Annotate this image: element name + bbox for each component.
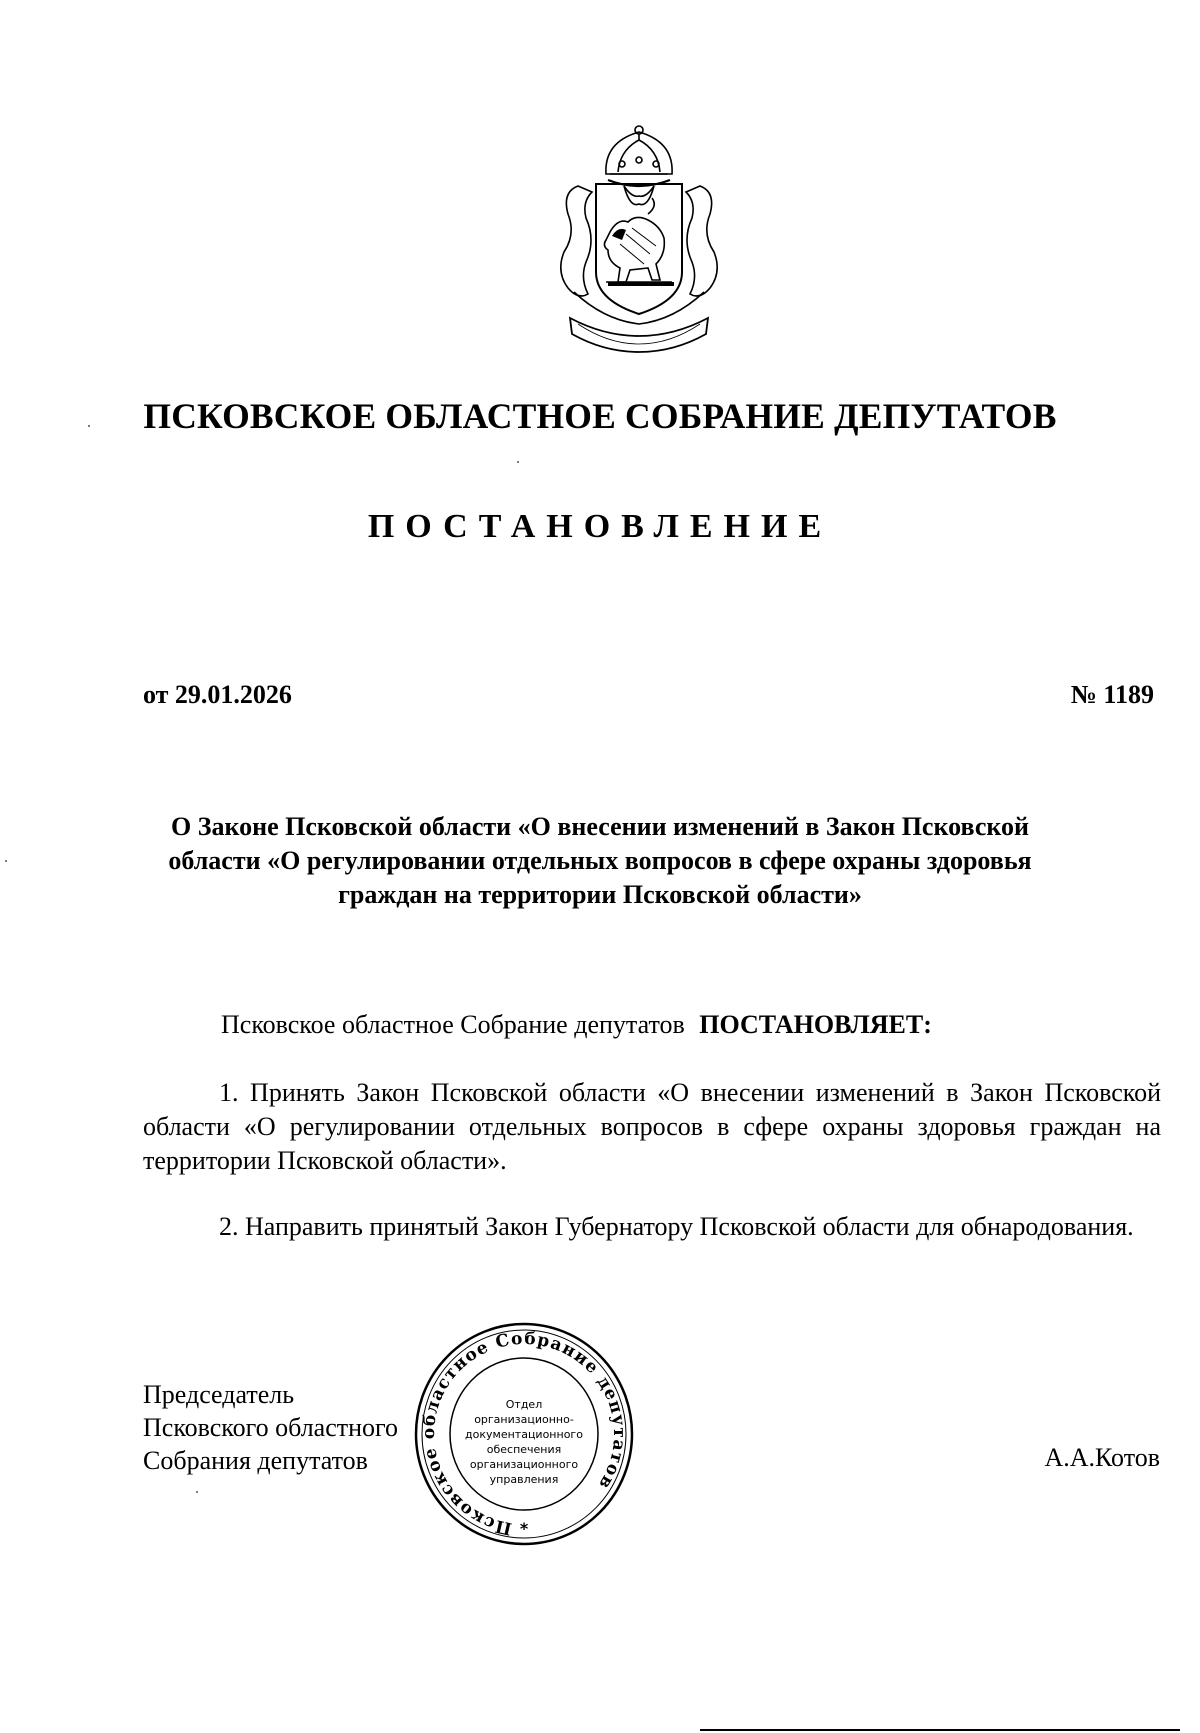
signatory-position-line: Псковского областного <box>143 1413 399 1442</box>
scan-speck <box>517 461 519 463</box>
organization-title: ПСКОВСКОЕ ОБЛАСТНОЕ СОБРАНИЕ ДЕПУТАТОВ <box>143 396 1057 436</box>
resolves-line <box>221 1010 932 1040</box>
stamp-center-line: управления <box>489 1473 559 1486</box>
stamp-center-line: Отдел <box>505 1398 543 1411</box>
signatory-position-line: Председатель <box>143 1380 295 1409</box>
stamp-ring-text: Псковское областное Собрание депутатов <box>418 1328 630 1539</box>
resolution-item: 2. Направить принятый Закон Губернатору Псковской области для обнародования. <box>219 1212 1134 1241</box>
signatory-position-line: Собрания депутатов <box>143 1446 368 1475</box>
scan-speck <box>5 860 7 862</box>
resolution-item: 1. Принять Закон Псковской области «О внесении изменений в Закон Псковской области «О регулировании отдельных вопросов в сфере охраны здоровья граждан на территории Псковской области». <box>143 1078 1161 1175</box>
stamp-star: * <box>519 1519 529 1538</box>
document-date: от 29.01.2026 <box>143 680 292 709</box>
document-type-title: ПОСТАНОВЛЕНИЕ <box>367 508 833 545</box>
official-stamp <box>412 1320 636 1548</box>
document-number: № 1189 <box>1070 680 1154 709</box>
preamble-text: Псковское областное Собрание депутатов <box>221 1010 685 1039</box>
signatory-name: А.А.Котов <box>1044 1443 1160 1472</box>
resolves-keyword: ПОСТАНОВЛЯЕТ: <box>699 1010 932 1039</box>
document-subject: О Законе Псковской области «О внесении изменений в Закон Псковской области «О регулировании отдельных вопросов в сфере охраны здоровья граждан на территории Псковской области» <box>168 812 1032 909</box>
scan-speck <box>196 1491 198 1493</box>
stamp-center-line: организационно- <box>474 1413 574 1426</box>
scan-speck <box>88 425 90 427</box>
stamp-center-line: обеспечения <box>486 1443 562 1456</box>
signatory-position <box>143 1378 398 1477</box>
stamp-center-line: документационного <box>465 1428 583 1441</box>
stamp-center-line: организационного <box>469 1458 579 1471</box>
bottom-edge-line <box>700 1729 1180 1731</box>
coat-of-arms-emblem <box>548 122 730 376</box>
